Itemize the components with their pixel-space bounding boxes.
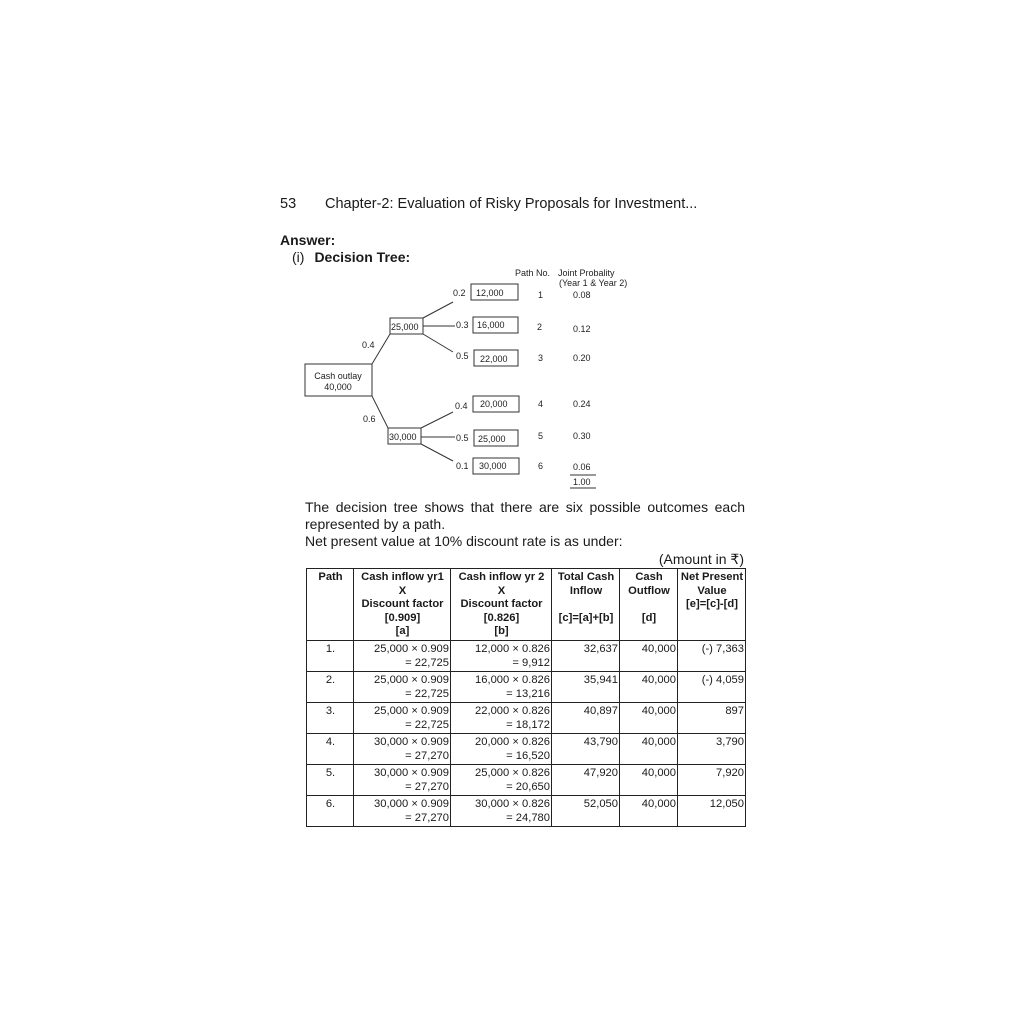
cell-e: 3,790 — [678, 734, 746, 765]
amount-note: (Amount in ₹) — [658, 551, 744, 567]
section-title: Decision Tree: — [314, 249, 411, 265]
joint-prob: 0.30 — [573, 431, 591, 441]
cell-path: 2. — [307, 672, 354, 703]
cell-path: 6. — [307, 796, 354, 827]
cell-b: 12,000 × 0.826 = 9,912 — [451, 641, 552, 672]
cell-path: 3. — [307, 703, 354, 734]
cell-b: 22,000 × 0.826 = 18,172 — [451, 703, 552, 734]
path-number: 1 — [538, 290, 544, 300]
cell-c: 47,920 — [552, 765, 620, 796]
year2-prob: 0.2 — [453, 288, 466, 298]
cell-c: 52,050 — [552, 796, 620, 827]
col-header-e: Net Present Value [e]=[c]-[d] — [678, 569, 746, 641]
cell-d: 40,000 — [620, 703, 678, 734]
cell-a: 25,000 × 0.909 = 22,725 — [354, 672, 451, 703]
joint-prob-total: 1.00 — [573, 477, 591, 487]
explanation-paragraph — [305, 499, 745, 550]
table-row — [307, 765, 746, 796]
cell-a: 30,000 × 0.909 = 27,270 — [354, 765, 451, 796]
year2-value: 20,000 — [480, 399, 508, 409]
col-header-a: Cash inflow yr1 X Discount factor [0.909] [a] — [354, 569, 451, 641]
path-number: 3 — [538, 353, 544, 363]
year2-prob: 0.1 — [456, 461, 469, 471]
path-number: 4 — [538, 399, 544, 409]
path-number: 2 — [537, 322, 543, 332]
year2-prob: 0.3 — [456, 320, 469, 330]
year2-value: 12,000 — [476, 288, 504, 298]
npv-table — [306, 568, 746, 827]
cell-c: 40,897 — [552, 703, 620, 734]
cell-e: 7,920 — [678, 765, 746, 796]
year1-value: 30,000 — [389, 432, 417, 442]
cell-a: 25,000 × 0.909 = 22,725 — [354, 703, 451, 734]
joint-prob: 0.20 — [573, 353, 591, 363]
joint-prob: 0.24 — [573, 399, 591, 409]
cell-path: 1. — [307, 641, 354, 672]
col-header-b: Cash inflow yr 2 X Discount factor [0.826] [b] — [451, 569, 552, 641]
col-header-d: Cash Outflow [d] — [620, 569, 678, 641]
cell-b: 20,000 × 0.826 = 16,520 — [451, 734, 552, 765]
cell-a: 30,000 × 0.909 = 27,270 — [354, 796, 451, 827]
cell-b: 25,000 × 0.826 = 20,650 — [451, 765, 552, 796]
table-row — [307, 672, 746, 703]
joint-prob: 0.08 — [573, 290, 591, 300]
table-row — [307, 703, 746, 734]
chapter-title: Chapter-2: Evaluation of Risky Proposals for Investment... — [325, 196, 698, 212]
cell-d: 40,000 — [620, 734, 678, 765]
cell-path: 4. — [307, 734, 354, 765]
cell-e: (-) 4,059 — [678, 672, 746, 703]
page-number: 53 — [280, 196, 297, 212]
year2-value: 30,000 — [479, 461, 507, 471]
table-row — [307, 641, 746, 672]
cell-d: 40,000 — [620, 641, 678, 672]
answer-label: Answer: — [280, 232, 336, 248]
cell-a: 25,000 × 0.909 = 22,725 — [354, 641, 451, 672]
cell-c: 32,637 — [552, 641, 620, 672]
joint-prob: 0.06 — [573, 462, 591, 472]
cell-c: 43,790 — [552, 734, 620, 765]
year1-prob: 0.4 — [362, 340, 375, 350]
joint-prob-subheader: (Year 1 & Year 2) — [559, 278, 628, 288]
year1-prob: 0.6 — [363, 414, 376, 424]
cell-b: 30,000 × 0.826 = 24,780 — [451, 796, 552, 827]
year2-prob: 0.5 — [456, 351, 469, 361]
joint-prob-header: Joint Probality — [558, 268, 615, 278]
cell-e: 12,050 — [678, 796, 746, 827]
section-number: (i) — [292, 249, 305, 265]
decision-tree — [0, 0, 1024, 500]
year2-value: 22,000 — [480, 354, 508, 364]
table-header-row — [307, 569, 746, 641]
year2-prob: 0.5 — [456, 433, 469, 443]
root-label: Cash outlay — [314, 371, 362, 381]
cell-d: 40,000 — [620, 672, 678, 703]
root-value: 40,000 — [324, 382, 352, 392]
joint-prob: 0.12 — [573, 324, 591, 334]
year1-value: 25,000 — [391, 322, 419, 332]
cell-e: 897 — [678, 703, 746, 734]
year2-value: 16,000 — [477, 320, 505, 330]
cell-e: (-) 7,363 — [678, 641, 746, 672]
path-number: 6 — [538, 461, 544, 471]
cell-c: 35,941 — [552, 672, 620, 703]
year2-value: 25,000 — [478, 434, 506, 444]
year2-prob: 0.4 — [455, 401, 468, 411]
cell-path: 5. — [307, 765, 354, 796]
path-no-header: Path No. — [515, 268, 551, 278]
col-header-c: Total Cash Inflow [c]=[a]+[b] — [552, 569, 620, 641]
path-number: 5 — [538, 431, 544, 441]
cell-a: 30,000 × 0.909 = 27,270 — [354, 734, 451, 765]
col-header-path: Path — [307, 569, 354, 641]
cell-b: 16,000 × 0.826 = 13,216 — [451, 672, 552, 703]
cell-d: 40,000 — [620, 765, 678, 796]
table-row — [307, 796, 746, 827]
paragraph-line: Net present value at 10% discount rate is as under: — [305, 533, 623, 549]
paragraph-line: The decision tree shows that there are six possible outcomes each represented by a path. — [305, 499, 745, 532]
table-row — [307, 734, 746, 765]
cell-d: 40,000 — [620, 796, 678, 827]
